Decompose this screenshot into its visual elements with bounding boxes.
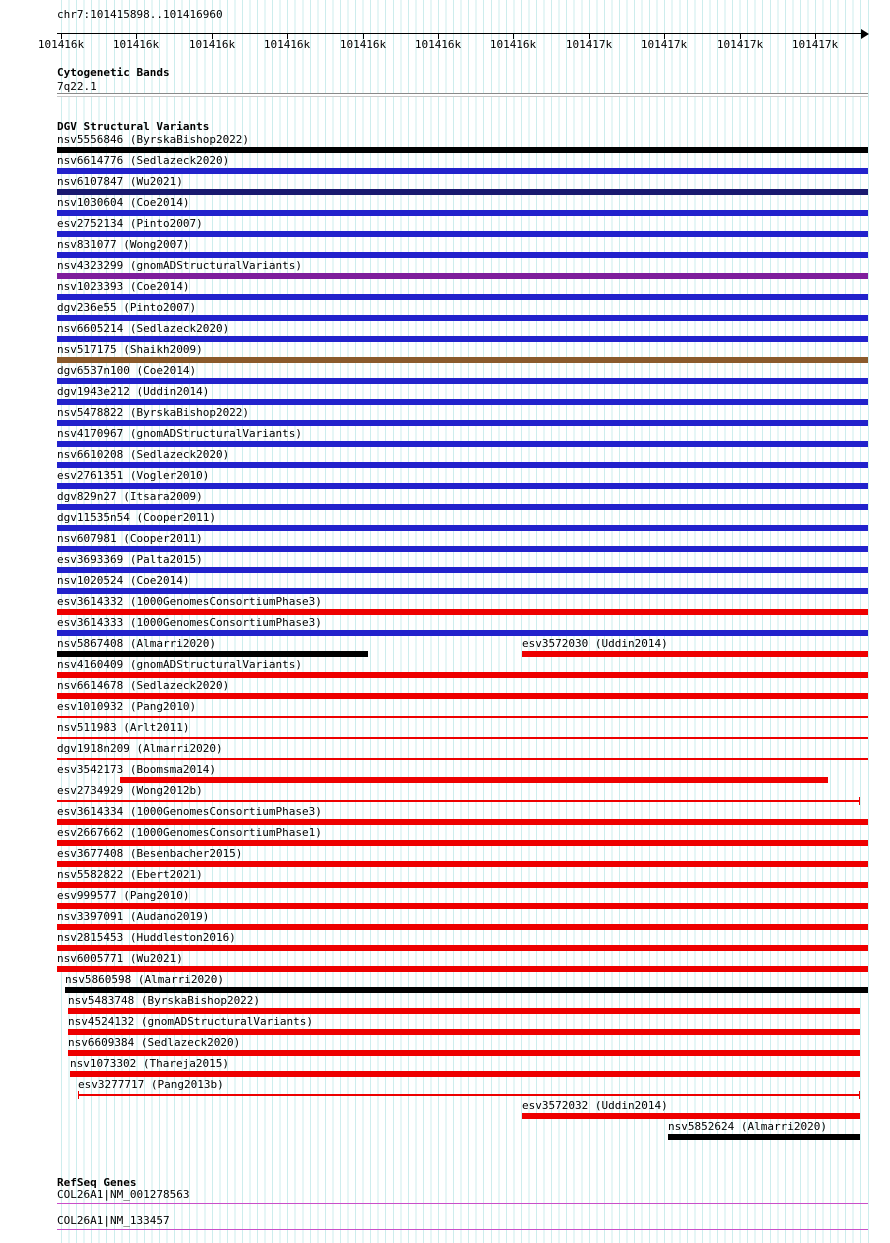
variant-label[interactable]: nsv6614678 (Sedlazeck2020) xyxy=(57,679,230,692)
variant-bar[interactable] xyxy=(57,945,868,951)
variant-label[interactable]: nsv4170967 (gnomADStructuralVariants) xyxy=(57,427,303,440)
variant-bar[interactable] xyxy=(57,588,868,594)
variant-bar[interactable] xyxy=(668,1134,860,1140)
ruler-line xyxy=(57,33,862,34)
variant-label[interactable]: nsv4323299 (gnomADStructuralVariants) xyxy=(57,259,303,272)
variant-bar[interactable] xyxy=(57,147,868,153)
variant-bar[interactable] xyxy=(57,716,868,718)
variant-label[interactable]: nsv3397091 (Audano2019) xyxy=(57,910,210,923)
variant-bar[interactable] xyxy=(57,630,868,636)
genome-position: chr7:101415898..101416960 xyxy=(57,8,223,21)
variant-bar[interactable] xyxy=(57,420,868,426)
variant-label[interactable]: dgv11535n54 (Cooper2011) xyxy=(57,511,216,524)
variant-label[interactable]: dgv236e55 (Pinto2007) xyxy=(57,301,197,314)
variant-label[interactable]: nsv4160409 (gnomADStructuralVariants) xyxy=(57,658,303,671)
variant-label[interactable]: esv2761351 (Vogler2010) xyxy=(57,469,210,482)
variant-bar[interactable] xyxy=(57,462,868,468)
variant-label[interactable]: nsv1073302 (Thareja2015) xyxy=(70,1057,229,1070)
variant-label[interactable]: nsv6605214 (Sedlazeck2020) xyxy=(57,322,230,335)
variant-label[interactable]: dgv1918n209 (Almarri2020) xyxy=(57,742,223,755)
variant-label[interactable]: esv3572030 (Uddin2014) xyxy=(522,637,668,650)
variant-bar[interactable] xyxy=(57,924,868,930)
variant-label[interactable]: esv1010932 (Pang2010) xyxy=(57,700,197,713)
variant-end-tick xyxy=(859,1091,860,1099)
gene-line[interactable] xyxy=(57,1229,868,1230)
variant-bar[interactable] xyxy=(57,273,868,279)
variant-bar[interactable] xyxy=(57,758,868,760)
variant-bar[interactable] xyxy=(57,840,868,846)
gene-label[interactable]: COL26A1|NM_133457 xyxy=(57,1214,170,1227)
variant-label[interactable]: esv2667662 (1000GenomesConsortiumPhase1) xyxy=(57,826,322,839)
variants-section-title: DGV Structural Variants xyxy=(57,120,210,133)
cytoband-label[interactable]: 7q22.1 xyxy=(57,80,97,93)
variant-label[interactable]: nsv2815453 (Huddleston2016) xyxy=(57,931,236,944)
variant-label[interactable]: dgv829n27 (Itsara2009) xyxy=(57,490,203,503)
variant-bar[interactable] xyxy=(57,737,868,739)
variant-label[interactable]: nsv5860598 (Almarri2020) xyxy=(65,973,224,986)
genes-section-title: RefSeq Genes xyxy=(57,1176,137,1189)
variant-label[interactable]: esv3542173 (Boomsma2014) xyxy=(57,763,216,776)
variant-bar[interactable] xyxy=(70,1071,860,1077)
variant-label[interactable]: nsv6609384 (Sedlazeck2020) xyxy=(68,1036,241,1049)
variant-label[interactable]: esv3677408 (Besenbacher2015) xyxy=(57,847,243,860)
variant-label[interactable]: nsv6005771 (Wu2021) xyxy=(57,952,183,965)
variant-end-tick xyxy=(859,797,860,805)
ruler-arrow-icon xyxy=(861,29,869,39)
ruler-tick-label: 101416k xyxy=(339,38,387,51)
cytoband-glyph[interactable] xyxy=(57,93,868,97)
variant-bar[interactable] xyxy=(57,252,868,258)
variant-label[interactable]: nsv6614776 (Sedlazeck2020) xyxy=(57,154,230,167)
variant-label[interactable]: nsv5852624 (Almarri2020) xyxy=(668,1120,827,1133)
variant-label[interactable]: nsv6610208 (Sedlazeck2020) xyxy=(57,448,230,461)
variant-bar[interactable] xyxy=(57,357,868,363)
variant-bar[interactable] xyxy=(57,378,868,384)
variant-bar[interactable] xyxy=(57,819,868,825)
variant-label[interactable]: nsv5867408 (Almarri2020) xyxy=(57,637,216,650)
ruler-tick-label: 101417k xyxy=(640,38,688,51)
variant-label[interactable]: esv3693369 (Palta2015) xyxy=(57,553,203,566)
variant-label[interactable]: nsv607981 (Cooper2011) xyxy=(57,532,203,545)
variant-bar[interactable] xyxy=(68,1050,860,1056)
variant-label[interactable]: nsv831077 (Wong2007) xyxy=(57,238,190,251)
variant-bar[interactable] xyxy=(57,525,868,531)
variant-bar[interactable] xyxy=(57,672,868,678)
variant-label[interactable]: esv999577 (Pang2010) xyxy=(57,889,190,902)
variant-bar[interactable] xyxy=(522,1113,860,1119)
variant-label[interactable]: esv3614333 (1000GenomesConsortiumPhase3) xyxy=(57,616,322,629)
variant-label[interactable]: esv2734929 (Wong2012b) xyxy=(57,784,203,797)
variant-bar[interactable] xyxy=(57,210,868,216)
variant-track xyxy=(57,134,869,1144)
variant-bar[interactable] xyxy=(68,1008,860,1014)
variant-label[interactable]: dgv6537n100 (Coe2014) xyxy=(57,364,197,377)
variant-label[interactable]: esv3614332 (1000GenomesConsortiumPhase3) xyxy=(57,595,322,608)
variant-end-tick xyxy=(78,1091,79,1099)
variant-label[interactable]: esv3614334 (1000GenomesConsortiumPhase3) xyxy=(57,805,322,818)
variant-bar[interactable] xyxy=(57,315,868,321)
variant-label[interactable]: nsv1020524 (Coe2014) xyxy=(57,574,190,587)
variant-label[interactable]: nsv5483748 (ByrskaBishop2022) xyxy=(68,994,261,1007)
variant-bar[interactable] xyxy=(120,777,828,783)
ruler-tick-label: 101416k xyxy=(112,38,160,51)
gene-label[interactable]: COL26A1|NM_001278563 xyxy=(57,1188,190,1201)
variant-bar[interactable] xyxy=(57,861,868,867)
variant-bar[interactable] xyxy=(57,903,868,909)
variant-bar[interactable] xyxy=(57,800,860,802)
variant-label[interactable]: esv3277717 (Pang2013b) xyxy=(78,1078,224,1091)
variant-bar[interactable] xyxy=(57,189,868,195)
variant-label[interactable]: nsv511983 (Arlt2011) xyxy=(57,721,190,734)
variant-bar[interactable] xyxy=(57,567,868,573)
ruler-tick-label: 101416k xyxy=(489,38,537,51)
variant-label[interactable]: esv2752134 (Pinto2007) xyxy=(57,217,203,230)
variant-label[interactable]: nsv6107847 (Wu2021) xyxy=(57,175,183,188)
ruler-tick-label: 101416k xyxy=(188,38,236,51)
variant-label[interactable]: nsv517175 (Shaikh2009) xyxy=(57,343,203,356)
variant-bar[interactable] xyxy=(57,882,868,888)
ruler-tick-label: 101417k xyxy=(716,38,764,51)
variant-label[interactable]: nsv5582822 (Ebert2021) xyxy=(57,868,203,881)
ruler-tick-label: 101417k xyxy=(565,38,613,51)
variant-bar[interactable] xyxy=(57,693,868,699)
variant-bar[interactable] xyxy=(57,546,868,552)
ruler-tick-label: 101416k xyxy=(263,38,311,51)
gene-line[interactable] xyxy=(57,1203,868,1204)
variant-label[interactable]: nsv5556846 (ByrskaBishop2022) xyxy=(57,133,250,146)
variant-label[interactable]: nsv1023393 (Coe2014) xyxy=(57,280,190,293)
gene-track xyxy=(57,1188,869,1243)
variant-bar[interactable] xyxy=(65,987,868,993)
variant-bar[interactable] xyxy=(57,336,868,342)
cytobands-section-title: Cytogenetic Bands xyxy=(57,66,170,79)
ruler-tick-label: 101417k xyxy=(791,38,839,51)
variant-bar[interactable] xyxy=(78,1094,860,1096)
ruler-tick-label: 101416k xyxy=(414,38,462,51)
variant-bar[interactable] xyxy=(68,1029,860,1035)
variant-bar[interactable] xyxy=(57,441,868,447)
variant-label[interactable]: nsv5478822 (ByrskaBishop2022) xyxy=(57,406,250,419)
variant-bar[interactable] xyxy=(57,483,868,489)
variant-label[interactable]: esv3572032 (Uddin2014) xyxy=(522,1099,668,1112)
variant-bar[interactable] xyxy=(57,966,868,972)
variant-bar[interactable] xyxy=(57,609,868,615)
variant-bar[interactable] xyxy=(57,231,868,237)
variant-label[interactable]: nsv1030604 (Coe2014) xyxy=(57,196,190,209)
variant-bar[interactable] xyxy=(57,399,868,405)
variant-bar[interactable] xyxy=(57,651,368,657)
variant-bar[interactable] xyxy=(57,504,868,510)
variant-label[interactable]: dgv1943e212 (Uddin2014) xyxy=(57,385,210,398)
browser-panel xyxy=(37,0,869,1243)
variant-bar[interactable] xyxy=(57,168,868,174)
variant-label[interactable]: nsv4524132 (gnomADStructuralVariants) xyxy=(68,1015,314,1028)
variant-bar[interactable] xyxy=(522,651,868,657)
ruler-tick-label: 101416k xyxy=(37,38,85,51)
variant-bar[interactable] xyxy=(57,294,868,300)
